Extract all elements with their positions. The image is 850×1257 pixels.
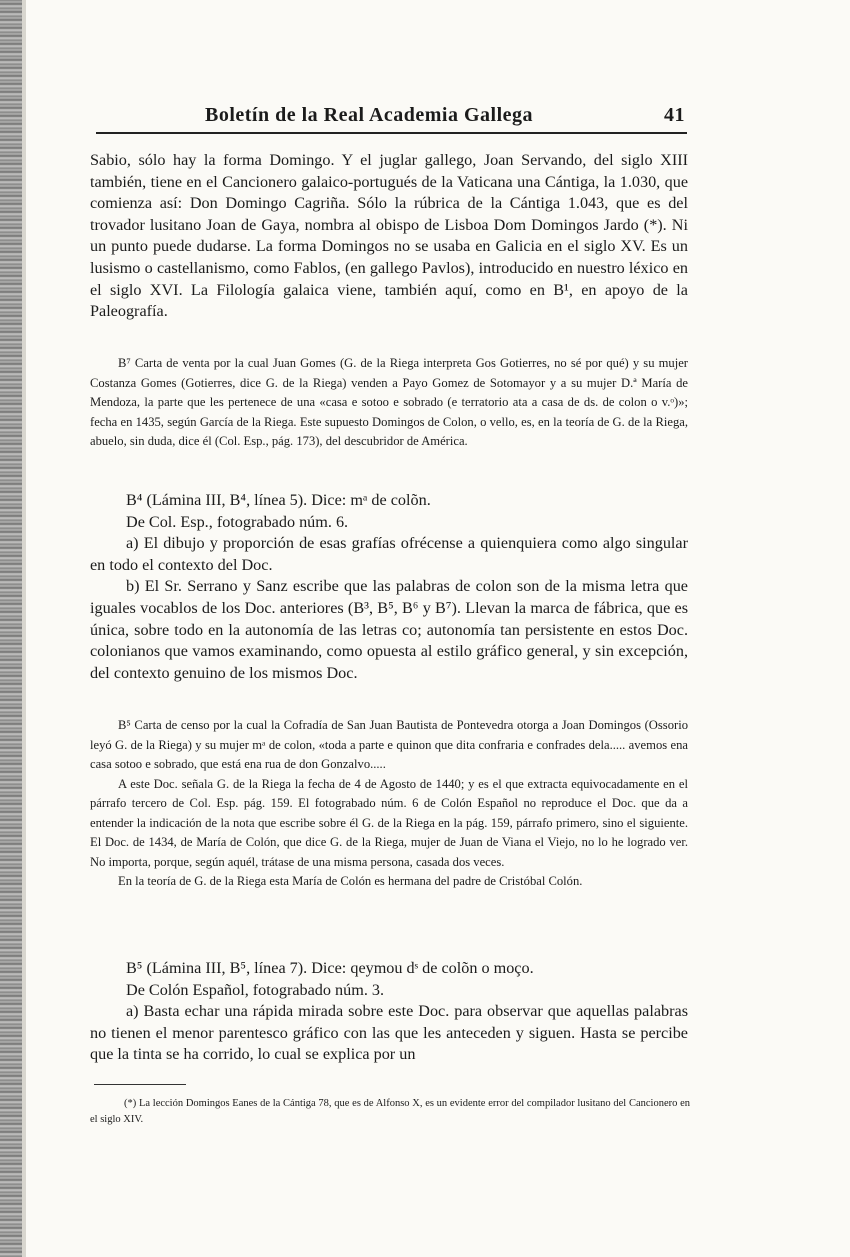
document-note-b5 [90,716,688,892]
section-b4 [90,490,688,684]
footnote-text: (*) La lección Domingos Eanes de la Cántiga 78, que es de Alfonso X, es un evidente error del compilador lusitano del Cancionero en el siglo XIV. [90,1098,690,1125]
section-source: De Col. Esp., fotograbado núm. 6. [126,512,349,531]
running-header [95,104,685,128]
section-b5 [90,958,688,1066]
footnote [90,1096,690,1128]
section-source: De Colón Español, fotograbado núm. 3. [126,980,385,999]
book-spine-shadow [0,0,22,1257]
section-heading: B⁴ (Lámina III, B⁴, línea 5). Dice: mᵃ de colõn. [126,491,431,509]
note-paragraph: A este Doc. señala G. de la Riega la fecha de 4 de Agosto de 1440; y es el que extracta equivocadamente en el párrafo tercero de Col. Esp. pág. 159. El fotograbado núm. 6 de Colón Español no reproduce el Doc. que da a entender la indicación de la nota que escribe sobre él G. de la Riega en la pág. 159, párrafo primero, sino el siguiente. El Doc. de 1434, de María de Colón, que dice G. de la Riega, mujer de Juan de Viana el Viejo, no lo he logrado ver. No importa, porque, según aquél, trátase de una misma persona, casada dos veces. [90,776,688,869]
header-rule [96,132,687,134]
paragraph-b: b) El Sr. Serrano y Sanz escribe que las palabras de colon son de la misma letra que iguales vocablos de los Doc. anteriores (B³, B⁵, B⁶ y B⁷). Llevan la marca de fábrica, que es única, sobre todo en la autonomía de las letras co; autonomía tan persistente en estos Doc. colonianos que vamos examinando, como opuesta al estilo gráfico general, y sin excepción, del contexto genuino de los mismos Doc. [90,577,688,682]
footnote-rule [94,1084,186,1085]
note-paragraph: B⁵ Carta de censo por la cual la Cofradía de San Juan Bautista de Pontevedra otorga a Joan Domingos (Ossorio leyó G. de la Riega) y su mujer mᵃ de colon, «toda a parte e quinon que dita confraria e confrades dela..... avemos ena casa sotoo e sobrado, que está ena rua de don Gonzalvo..... [90,718,688,771]
page-gutter [22,0,26,1257]
note-paragraph: En la teoría de G. de la Riega esta María de Colón es hermana del padre de Cristóbal Colón. [118,874,583,888]
journal-title: Boletín de la Real Academia Gallega [205,104,534,126]
paragraph-a: a) Basta echar una rápida mirada sobre este Doc. para observar que aquellas palabras no tienen el menor parentesco gráfico con las que les anteceden y siguen. Hasta se percibe que la tinta se ha corrido, lo cual se explica por un [90,1002,688,1064]
document-note-b7 [90,354,688,452]
note-paragraph: B⁷ Carta de venta por la cual Juan Gomes (G. de la Riega interpreta Gos Gotierres, no sé por qué) y su mujer Costanza Gomes (Gotierres, dice G. de la Riega) venden a Payo Gomez de Sotomayor y a su mujer D.ª María de Mendoza, la parte que les pertenece de una «casa e sotoo e sobrado (e terratorio ata a casa de ds. de colon o v.ᵒ)»; fecha en 1435, según García de la Riega. Este supuesto Domingos de Colon, o vello, es, en la teoría de G. de la Riega, abuelo, sin duda, dice él (Col. Esp., pág. 173), del descubridor de América. [90,356,688,448]
section-heading: B⁵ (Lámina III, B⁵, línea 7). Dice: qeymou dˢ de colõn o moço. [126,959,534,977]
page-number: 41 [664,104,685,126]
paragraph-a: a) El dibujo y proporción de esas grafías ofrécense a quienquiera como algo singular en todo el contexto del Doc. [90,534,688,574]
paragraph: Sabio, sólo hay la forma Domingo. Y el juglar gallego, Joan Servando, del siglo XIII también, tiene en el Cancionero galaico-portugués de la Vaticana una Cántiga, la 1.030, que comienza así: Don Domingo Cagriña. Sólo la rúbrica de la Cántiga 1.043, que es del trovador lusitano Joan de Gaya, nombra al obispo de Lisboa Dom Domingos Jardo (*). Ni un punto puede dudarse. La forma Domingos no se usaba en Galicia en el siglo XV. Es un lusismo o castellanismo, como Fablos, (en gallego Pavlos), introducido en nuestro léxico en el siglo XVI. La Filología galaica viene, también aquí, como en B¹, en apoyo de la Paleografía. [90,151,688,321]
body-paragraph-1 [90,150,688,323]
